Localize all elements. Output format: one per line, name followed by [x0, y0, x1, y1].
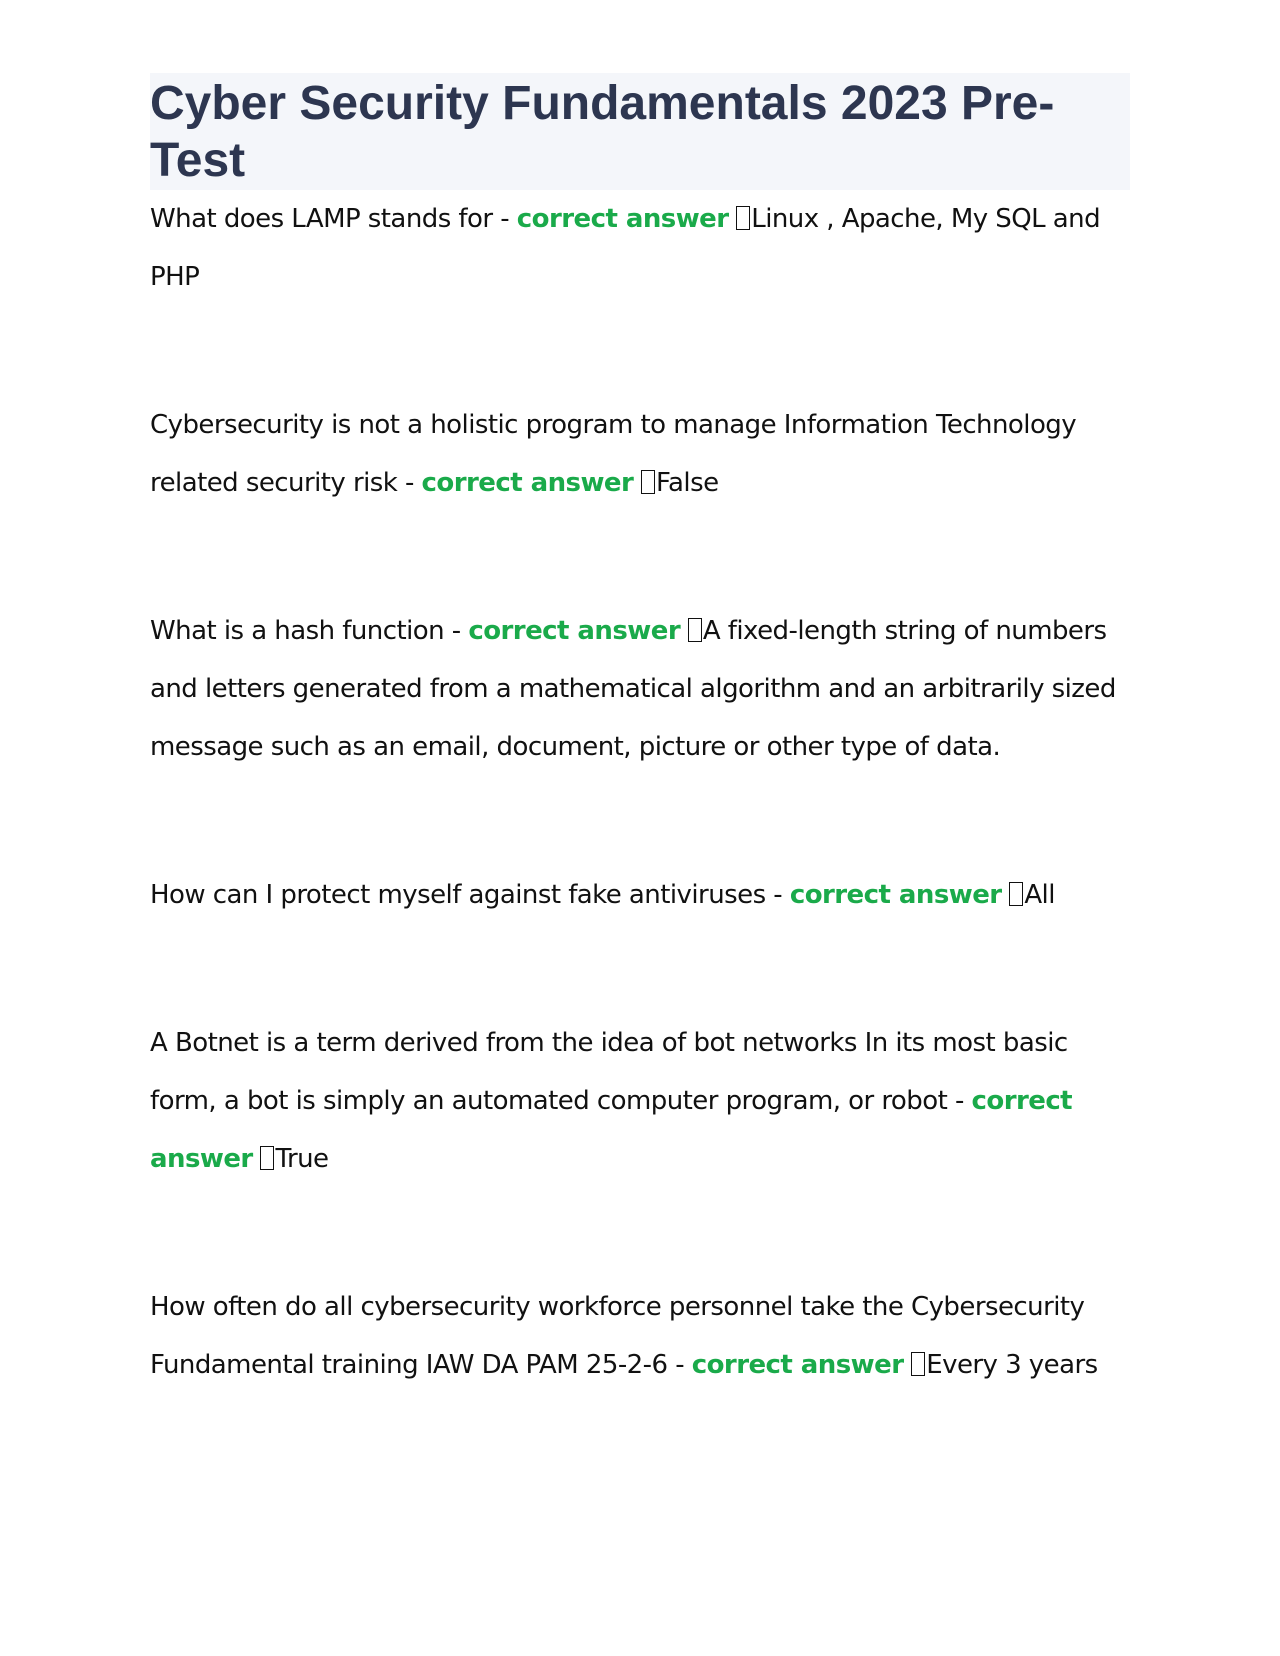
- question-text: Cybersecurity is not a holistic program to manage Information Technology related security risk -: [150, 410, 1077, 498]
- page-title: Cyber Security Fundamentals 2023 Pre-Test: [150, 73, 1130, 190]
- question-text: What is a hash function -: [150, 616, 469, 646]
- correct-answer-label: correct answer: [516, 204, 729, 234]
- correct-answer-label: correct answer: [421, 468, 634, 498]
- qa-item: [150, 866, 1130, 924]
- answer-text: False: [656, 468, 719, 498]
- answer-marker-icon: [688, 618, 702, 642]
- question-text: How can I protect myself against fake antiviruses -: [150, 880, 790, 910]
- qa-item: [150, 190, 1130, 306]
- correct-answer-label: correct answer: [789, 880, 1002, 910]
- qa-item: [150, 602, 1130, 776]
- answer-marker-icon: [641, 470, 655, 494]
- answer-text: All: [1024, 880, 1055, 910]
- correct-answer-label: correct answer: [150, 1086, 1073, 1174]
- document-page: [150, 73, 1130, 1484]
- answer-marker-icon: [736, 206, 750, 230]
- qa-item: [150, 1014, 1130, 1188]
- answer-marker-icon: [1009, 882, 1023, 906]
- correct-answer-label: correct answer: [468, 616, 681, 646]
- answer-marker-icon: [911, 1352, 925, 1376]
- qa-item: [150, 1278, 1130, 1394]
- question-text: A Botnet is a term derived from the idea of bot networks In its most basic form, a bot is simply an automated computer program, or robot -: [150, 1028, 1068, 1116]
- question-text: What does LAMP stands for -: [150, 204, 517, 234]
- question-text: How often do all cybersecurity workforce personnel take the Cybersecurity Fundamental training IAW DA PAM 25-2-6 -: [150, 1292, 1085, 1380]
- answer-marker-icon: [260, 1146, 274, 1170]
- answer-text: Linux , Apache, My SQL and PHP: [150, 204, 1101, 292]
- answer-text: Every 3 years: [926, 1350, 1098, 1380]
- answer-text: True: [275, 1144, 329, 1174]
- answer-text: A fixed-length string of numbers and letters generated from a mathematical algorithm and an arbitrarily sized message such as an email, document, picture or other type of data.: [150, 616, 1116, 762]
- correct-answer-label: correct answer: [691, 1350, 904, 1380]
- qa-item: [150, 396, 1130, 512]
